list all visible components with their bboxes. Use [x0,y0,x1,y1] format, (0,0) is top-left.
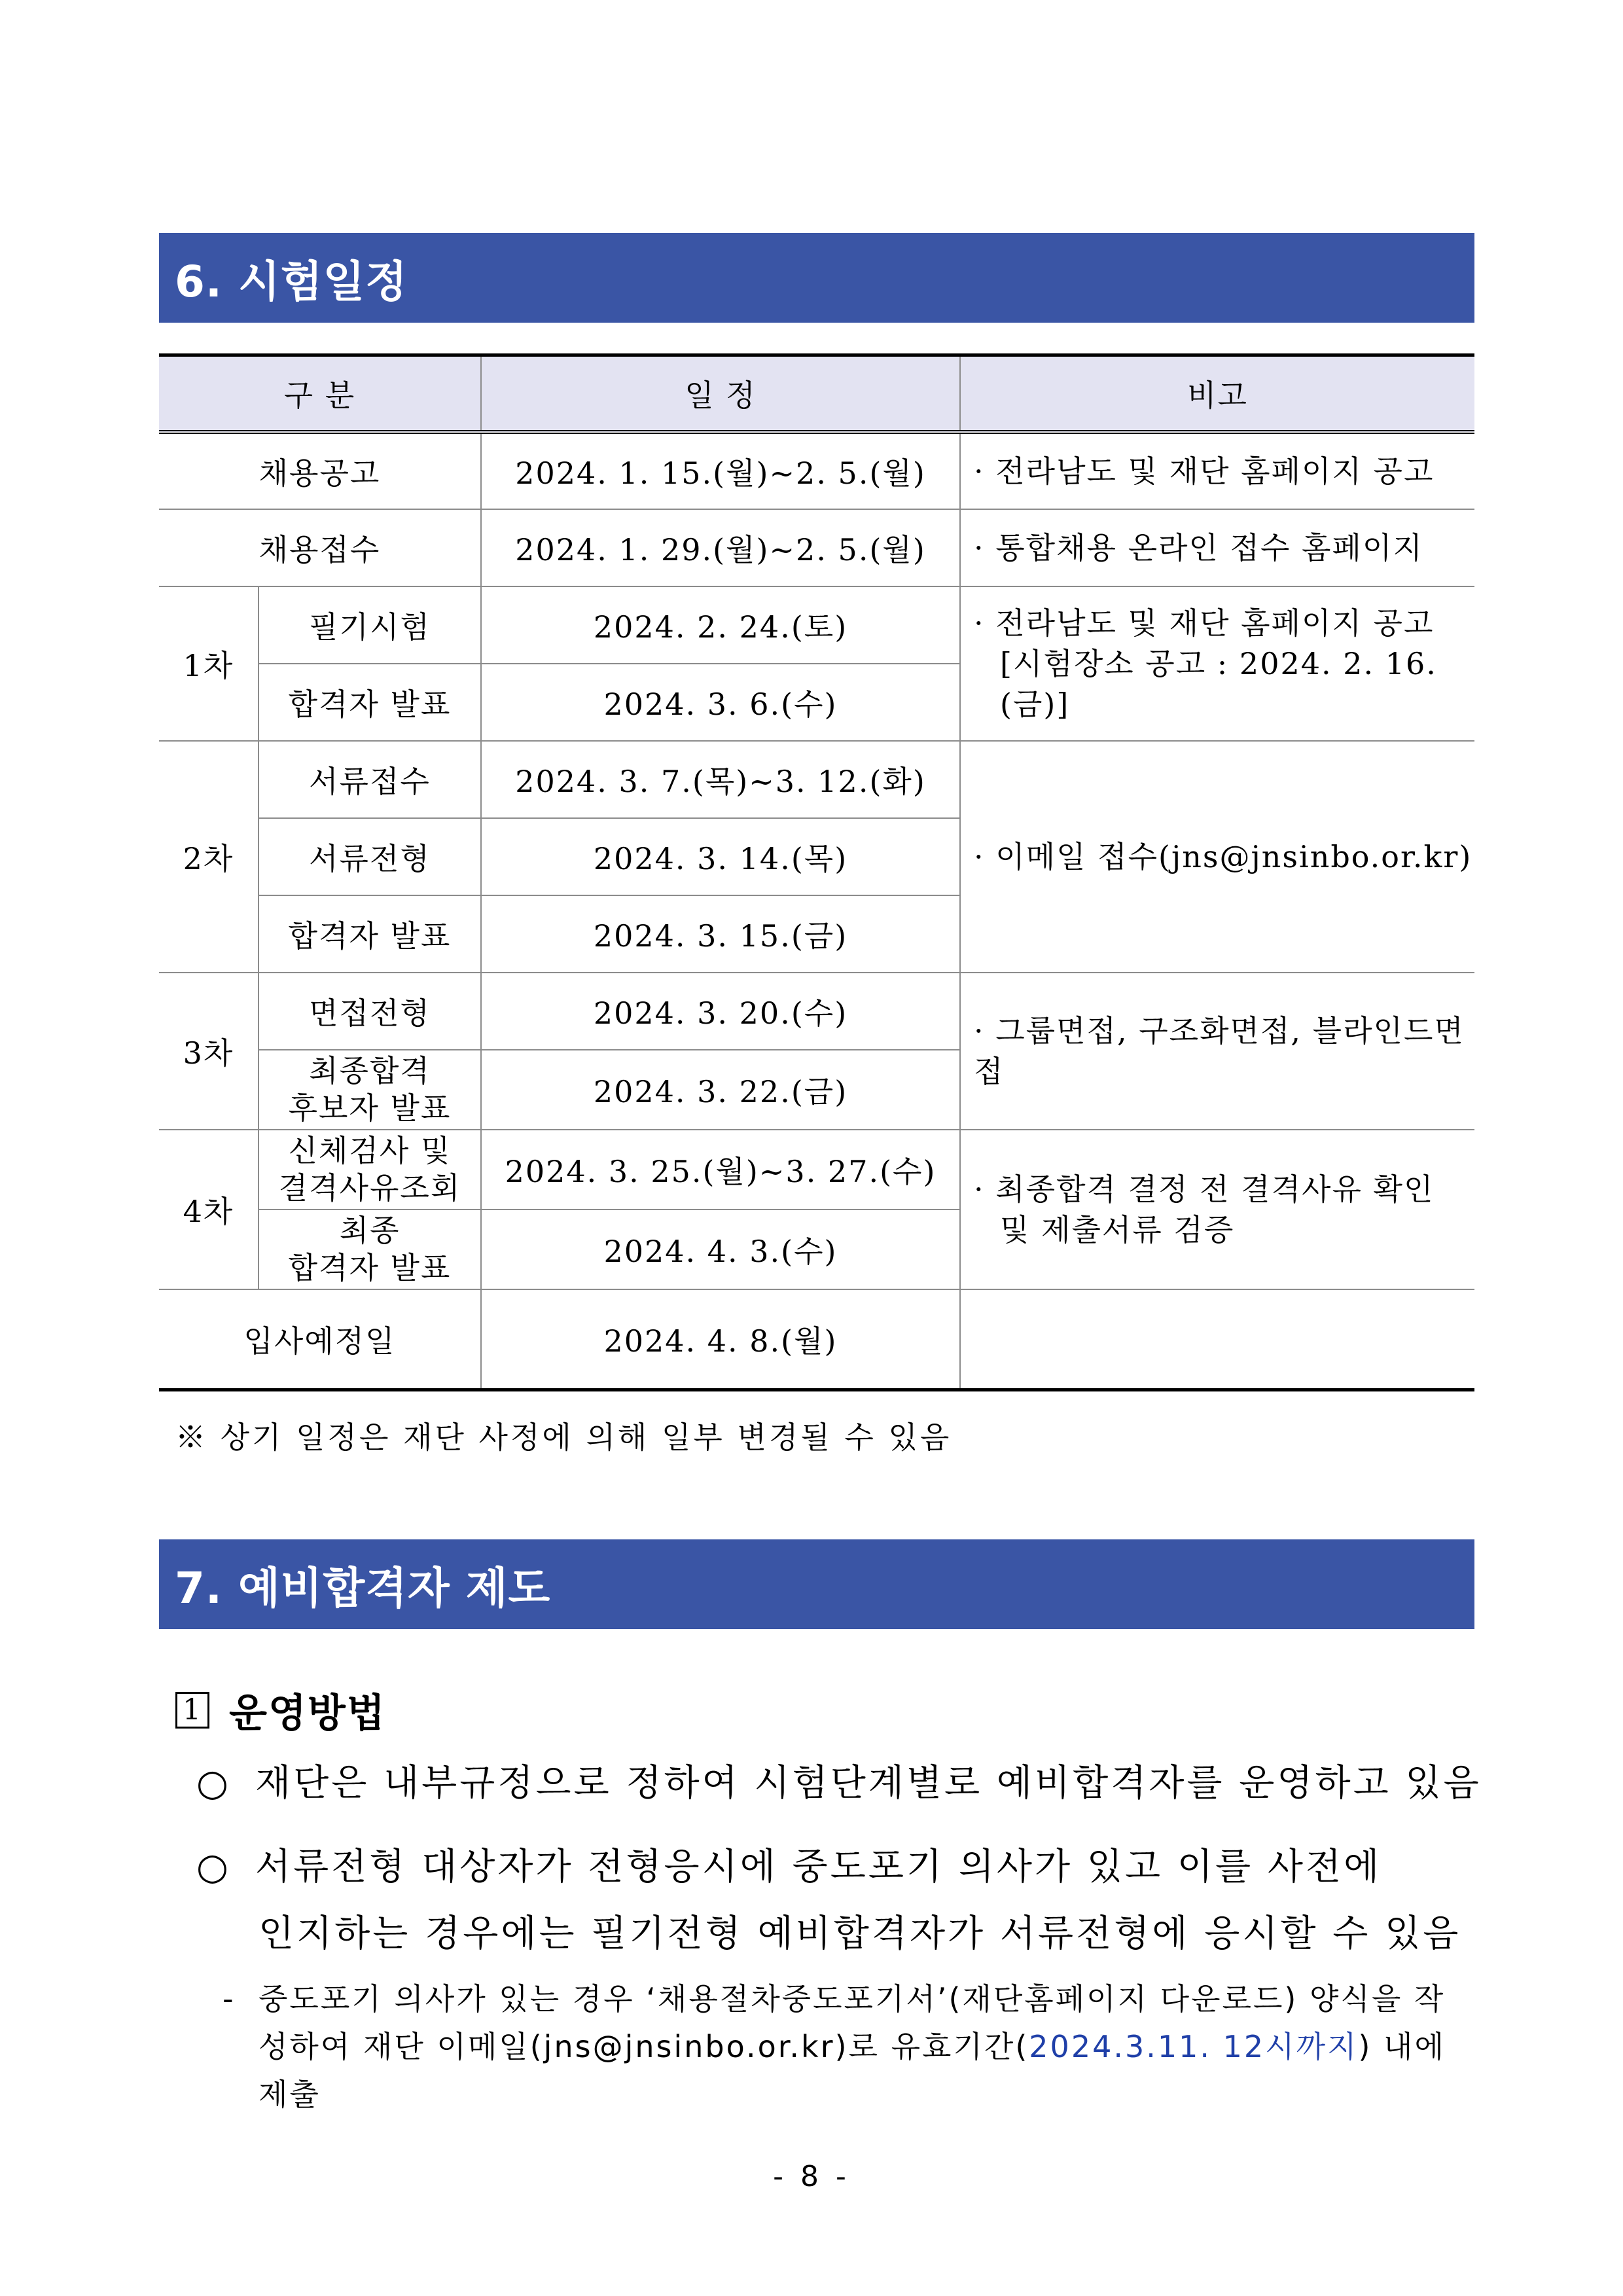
sub-category-line: 최종 [339,1212,401,1248]
table-row [159,432,1474,509]
section-6-title: 6. 시험일정 [175,257,408,307]
remarks-line: 및 제출서류 검증 [1000,1212,1235,1247]
schedule-cell: 2024. 1. 15.(월)~2. 5.(월) [481,432,960,509]
sub-category-cell [259,1050,481,1130]
schedule-cell: 2024. 3. 20.(수) [481,973,960,1050]
remarks-cell: · 이메일 접수(jns@jnsinbo.or.kr) [960,741,1474,973]
schedule-cell: 2024. 3. 14.(목) [481,818,960,895]
sub-category-cell: 합격자 발표 [259,664,481,741]
schedule-cell: 2024. 4. 8.(월) [481,1289,960,1390]
sub-category-cell [259,1210,481,1289]
table-header-row [159,355,1474,433]
schedule-cell: 2024. 3. 25.(월)~3. 27.(수) [481,1130,960,1210]
bullet-text: 재단은 내부규정으로 정하여 시험단계별로 예비합격자를 운영하고 있음 [255,1762,1482,1804]
table-row [159,973,1474,1050]
sub-category-line: 결격사유조회 [278,1170,461,1206]
circle-bullet-icon: ○ [196,1846,231,1888]
schedule-cell: 2024. 3. 6.(수) [481,664,960,741]
sub-category-cell: 필기시험 [259,586,481,664]
section-7-header [159,1539,1474,1629]
category-cell: 입사예정일 [159,1289,481,1390]
stage-label: 2차 [159,741,259,973]
table-row [159,1130,1474,1210]
page-number: - 8 - [773,2160,850,2193]
subsection-title: 운영방법 [229,1691,386,1736]
sub-category-line: 최종합격 [309,1052,431,1088]
stage-label: 1차 [159,586,259,741]
header-category: 구 분 [159,355,481,433]
section-7-title: 7. 예비합격자 제도 [175,1563,551,1613]
remarks-cell: · 그룹면접, 구조화면접, 블라인드면접 [960,973,1474,1130]
section-6-header [159,233,1474,323]
schedule-footnote: ※ 상기 일정은 재단 사정에 의해 일부 변경될 수 있음 [175,1420,952,1455]
sub-category-line: 후보자 발표 [288,1090,452,1126]
schedule-cell: 2024. 1. 29.(월)~2. 5.(월) [481,509,960,586]
dash-text-part: 중도포기 의사가 있는 경우 ‘채용절차중도포기서’(재단홈페이지 다운로드) 양식을 작성하여 재단 이메일(jns@jnsinbo.or.kr)로 유효기간( [259,1981,1446,2064]
header-schedule: 일 정 [481,355,960,433]
remarks-line: [시험장소 공고 : 2024. 2. 16.(금)] [1000,645,1437,723]
dash-marker: - [223,1981,236,2017]
sub-category-line: 합격자 발표 [288,1250,452,1285]
table-row [159,741,1474,818]
schedule-cell: 2024. 2. 24.(토) [481,586,960,664]
header-remarks: 비고 [960,355,1474,433]
schedule-cell: 2024. 3. 22.(금) [481,1050,960,1130]
remarks-line: · 최종합격 결정 전 결격사유 확인 [974,1171,1435,1207]
remarks-cell [960,1289,1474,1390]
sub-category-cell: 서류접수 [259,741,481,818]
schedule-cell: 2024. 4. 3.(수) [481,1210,960,1289]
bullet-continuation: 인지하는 경우에는 필기전형 예비합격자가 서류전형에 응시할 수 있음 [259,1912,1461,1955]
bullet-item [196,1754,1482,1806]
deadline-highlight: 2024.3.11. 12시까지 [1029,2029,1359,2064]
dash-item [223,1975,1472,2119]
subsection-heading [175,1682,386,1738]
sub-category-cell: 서류전형 [259,818,481,895]
table-row [159,509,1474,586]
remarks-line: · 전라남도 및 재단 홈페이지 공고 [974,605,1435,641]
stage-label: 3차 [159,973,259,1130]
sub-category-cell: 면접전형 [259,973,481,1050]
remarks-cell: · 전라남도 및 재단 홈페이지 공고 [960,432,1474,509]
remarks-cell [960,1130,1474,1289]
bullet-text: 서류전형 대상자가 전형응시에 중도포기 의사가 있고 이를 사전에 [255,1846,1382,1888]
category-cell: 채용접수 [159,509,481,586]
table-row [159,586,1474,664]
schedule-cell: 2024. 3. 7.(목)~3. 12.(화) [481,741,960,818]
subsection-number-box: 1 [175,1692,209,1729]
circle-bullet-icon: ○ [196,1762,231,1804]
remarks-cell: · 통합채용 온라인 접수 홈페이지 [960,509,1474,586]
schedule-cell: 2024. 3. 15.(금) [481,895,960,973]
category-cell: 채용공고 [159,432,481,509]
table-row [159,1289,1474,1390]
dash-text-part: ) 내에 제출 [259,2029,1446,2112]
bullet-item [196,1838,1382,1890]
sub-category-line: 신체검사 및 [288,1132,452,1168]
dash-text [259,1975,1472,2119]
schedule-table [159,353,1474,1391]
remarks-cell [960,586,1474,741]
sub-category-cell [259,1130,481,1210]
sub-category-cell: 합격자 발표 [259,895,481,973]
stage-label: 4차 [159,1130,259,1289]
